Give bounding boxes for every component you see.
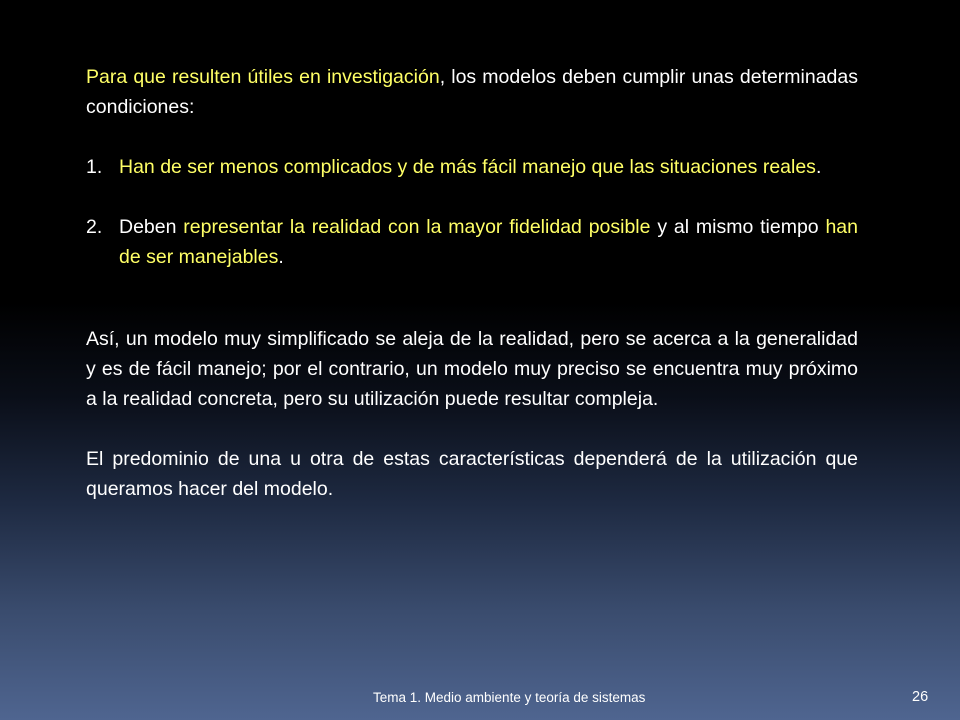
simplified-model-paragraph: Así, un modelo muy simplificado se aleja de la realidad, pero se acerca a la generalidad y es de fácil manejo; por el contrario, un modelo muy preciso se encuentra muy próximo a la realidad concreta, pero su utilización puede resultar compleja.	[86, 328, 858, 410]
slide-body	[86, 62, 858, 504]
condition-2-lead: Deben	[119, 216, 184, 238]
intro-paragraph	[86, 62, 858, 122]
condition-2-middle: y al mismo tiempo	[650, 216, 826, 238]
condition-2-highlight-fidelity: representar la realidad con la mayor fidelidad posible	[183, 216, 651, 238]
condition-1-period: .	[815, 156, 822, 178]
condition-text-2	[119, 212, 858, 272]
condition-item-2	[86, 212, 858, 272]
condition-number-2: 2.	[86, 216, 103, 238]
page-number: 26	[912, 689, 929, 705]
intro-highlight: Para que resulten útiles en investigación	[86, 66, 440, 88]
condition-2-period: .	[278, 246, 284, 268]
condition-number-1: 1.	[86, 156, 103, 178]
condition-2-highlight-manageable: han de ser manejables	[119, 216, 858, 268]
condition-text-1	[119, 152, 858, 182]
condition-1-highlight: Han de ser menos complicados y de más fácil manejo que las situaciones reales	[119, 156, 816, 178]
slide-footer: Tema 1. Medio ambiente y teoría de sistemas	[373, 690, 646, 705]
condition-item-1	[86, 152, 858, 182]
conclusion-paragraph: El predominio de una u otra de estas características dependerá de la utilización que queramos hacer del modelo.	[86, 448, 858, 500]
intro-text: , los modelos deben cumplir unas determinadas condiciones:	[86, 66, 859, 118]
